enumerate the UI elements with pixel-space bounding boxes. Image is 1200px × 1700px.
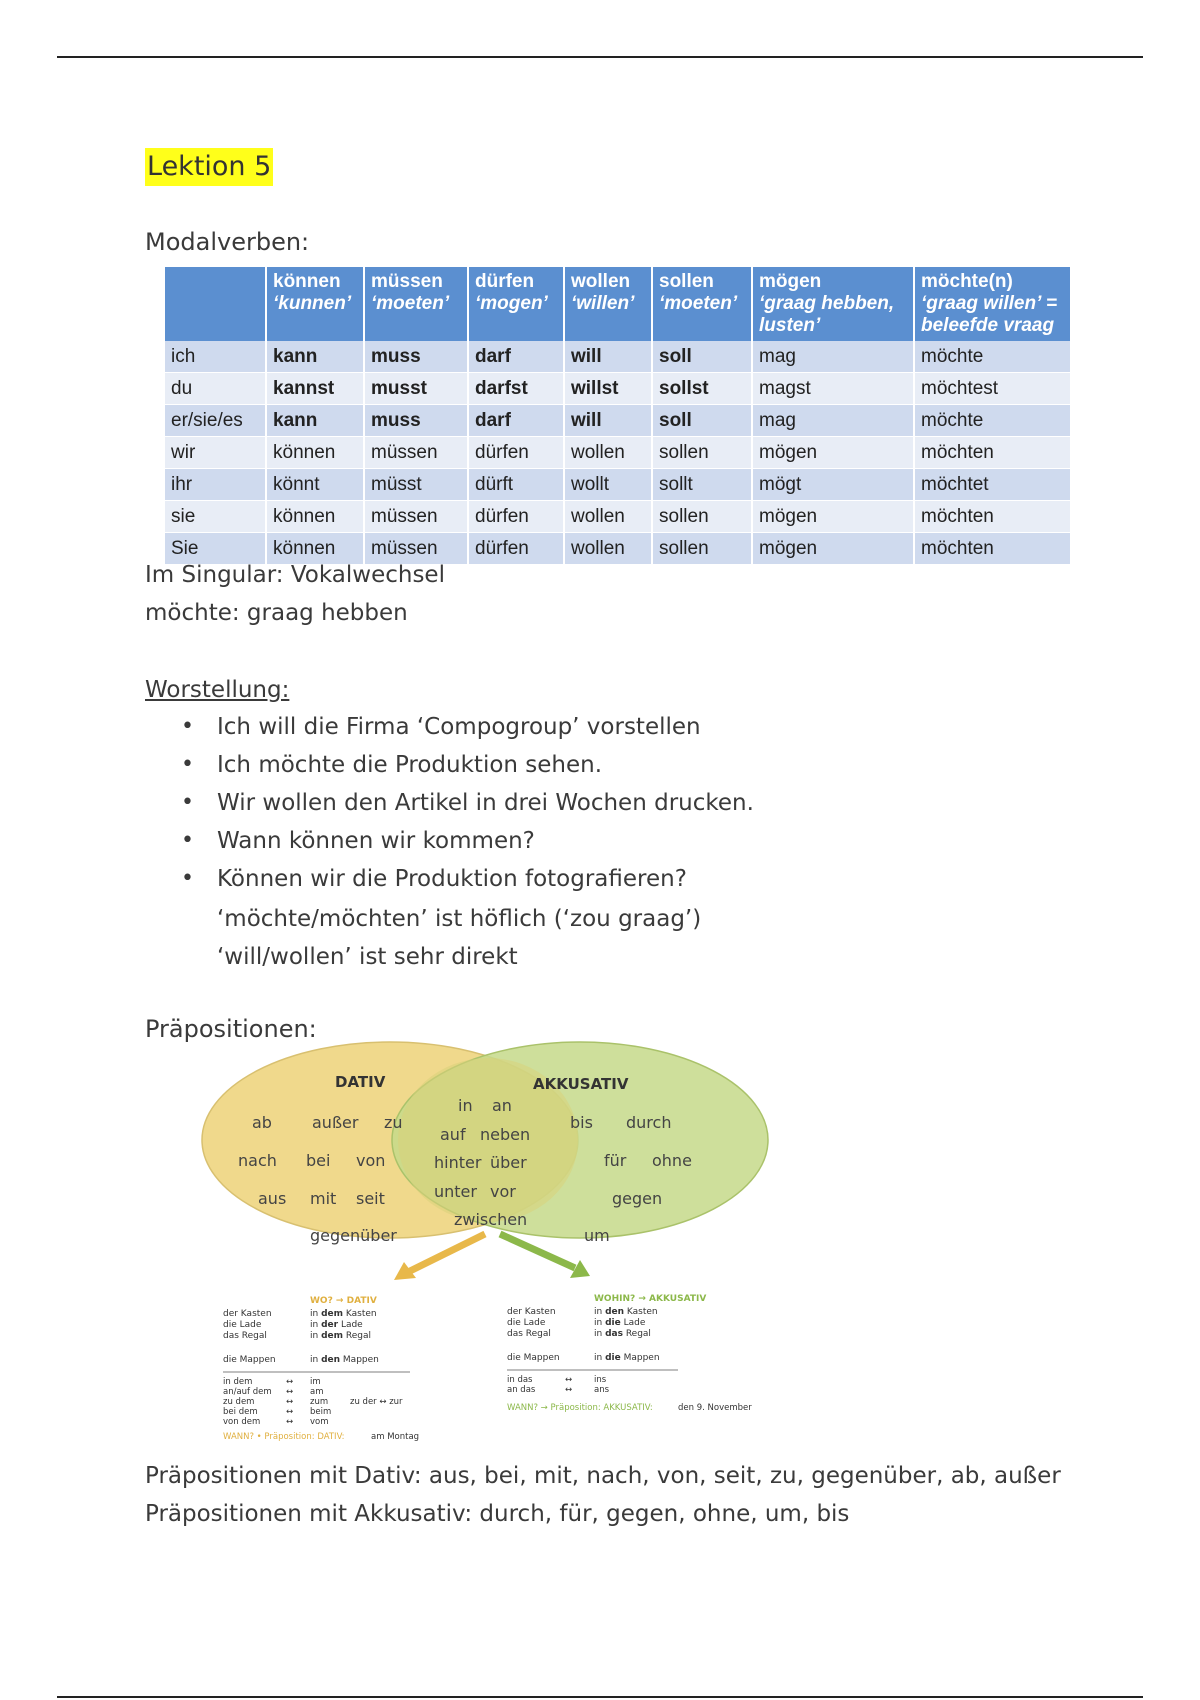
venn-word: außer	[312, 1113, 359, 1132]
wo-row-right: in den Mappen	[310, 1355, 379, 1365]
venn-word: von	[356, 1151, 386, 1170]
contraction-left: in das	[507, 1375, 533, 1385]
table-cell: ihr	[165, 469, 266, 501]
list-item: • Ich möchte die Produktion sehen.	[145, 750, 754, 788]
header-cell: sollen ‘moeten’	[652, 267, 752, 341]
table-cell: könnt	[266, 469, 364, 501]
header-cell: mögen ‘graag hebben, lusten’	[752, 267, 914, 341]
table-cell: muss	[364, 341, 468, 373]
table-cell: er/sie/es	[165, 405, 266, 437]
contraction-left: zu dem	[223, 1397, 255, 1407]
akkusativ-summary: Präpositionen mit Akkusativ: durch, für, gegen, ohne, um, bis	[145, 1501, 850, 1527]
table-cell: können	[266, 501, 364, 533]
venn-word: zu	[384, 1113, 403, 1132]
table-cell: wollen	[564, 437, 652, 469]
wohin-row-left: die Mappen	[507, 1353, 560, 1363]
table-cell: sie	[165, 501, 266, 533]
table-row	[165, 469, 1071, 501]
venn-word: neben	[480, 1125, 531, 1144]
table-cell: darfst	[468, 373, 564, 405]
contraction-arrow-icon: ↔	[565, 1375, 573, 1385]
table-row	[165, 341, 1071, 373]
bottom-rule	[57, 1696, 1143, 1698]
wo-row-left: der Kasten	[223, 1309, 272, 1319]
venn-word: über	[490, 1153, 527, 1172]
table-cell: möchten	[914, 437, 1071, 469]
wohin-row-left: der Kasten	[507, 1307, 556, 1317]
table-cell: musst	[364, 373, 468, 405]
venn-word: auf	[440, 1125, 466, 1144]
list-item: • Wir wollen den Artikel in drei Wochen drucken.	[145, 788, 754, 826]
wo-title: WO? → DATIV	[310, 1296, 377, 1306]
list-item: • Ich will die Firma ‘Compogroup’ vorstellen	[145, 712, 754, 750]
table-cell: wollen	[564, 501, 652, 533]
header-cell: müssen ‘moeten’	[364, 267, 468, 341]
venn-word: aus	[258, 1189, 287, 1208]
table-cell: ich	[165, 341, 266, 373]
table-cell: möchte	[914, 341, 1071, 373]
table-cell: können	[266, 533, 364, 565]
venn-word: hinter	[434, 1153, 482, 1172]
table-cell: will	[564, 341, 652, 373]
contraction-arrow-icon: ↔	[286, 1377, 294, 1387]
singular-note: Im Singular: Vokalwechsel	[145, 562, 445, 588]
table-cell: sollen	[652, 533, 752, 565]
table-row	[165, 501, 1071, 533]
venn-word: durch	[626, 1113, 672, 1132]
akkusativ-label: AKKUSATIV	[533, 1075, 629, 1093]
top-rule	[57, 56, 1143, 58]
table-cell: müssen	[364, 437, 468, 469]
contraction-right: ins	[594, 1375, 607, 1385]
lesson-title: Lektion 5	[145, 148, 273, 186]
wo-row-left: das Regal	[223, 1331, 267, 1341]
dativ-label: DATIV	[335, 1073, 386, 1091]
table-cell: sollst	[652, 373, 752, 405]
table-cell: darf	[468, 405, 564, 437]
table-cell: können	[266, 437, 364, 469]
wo-row-right: in der Lade	[310, 1320, 363, 1330]
contraction-arrow-icon: ↔	[286, 1407, 294, 1417]
table-cell: soll	[652, 341, 752, 373]
table-cell: mögen	[752, 437, 914, 469]
contraction-right: zum	[310, 1397, 329, 1407]
table-cell: du	[165, 373, 266, 405]
moechte-note: möchte: graag hebben	[145, 600, 408, 626]
table-cell: dürfen	[468, 533, 564, 565]
prepositions-heading: Präpositionen:	[145, 1015, 317, 1043]
table-cell: wir	[165, 437, 266, 469]
contraction-right: am	[310, 1387, 324, 1397]
contraction-arrow-icon: ↔	[286, 1397, 294, 1407]
modal-verbs-table	[165, 267, 1072, 565]
table-cell: muss	[364, 405, 468, 437]
venn-word: bis	[570, 1113, 593, 1132]
table-row	[165, 437, 1071, 469]
wohin-row-left: die Lade	[507, 1318, 546, 1328]
dativ-summary: Präpositionen mit Dativ: aus, bei, mit, nach, von, seit, zu, gegenüber, ab, außer	[145, 1463, 1061, 1489]
table-cell: sollen	[652, 437, 752, 469]
table-cell: müssen	[364, 501, 468, 533]
table-row	[165, 373, 1071, 405]
table-cell: kann	[266, 405, 364, 437]
table-cell: willst	[564, 373, 652, 405]
wo-row-left: die Mappen	[223, 1355, 276, 1365]
header-cell: möchte(n) ‘graag willen’ = beleefde vraag	[914, 267, 1071, 341]
word-order-heading: Worstellung:	[145, 677, 290, 703]
contraction-left: bei dem	[223, 1407, 258, 1417]
wohin-row-left: das Regal	[507, 1329, 551, 1339]
contraction-left: an/auf dem	[223, 1387, 272, 1397]
contraction-right: beim	[310, 1407, 332, 1417]
venn-word: vor	[490, 1182, 516, 1201]
wann-dativ-label: WANN? • Präposition: DATIV:	[223, 1432, 345, 1442]
table-cell: mögen	[752, 533, 914, 565]
wann-dativ-example: am Montag	[371, 1432, 420, 1442]
table-cell: mag	[752, 341, 914, 373]
table-cell: kannst	[266, 373, 364, 405]
table-cell: soll	[652, 405, 752, 437]
prepositions-venn-diagram	[190, 1040, 830, 1460]
table-cell: sollt	[652, 469, 752, 501]
contraction-right: vom	[310, 1417, 329, 1427]
venn-word: mit	[310, 1189, 337, 1208]
header-cell: können ‘kunnen’	[266, 267, 364, 341]
table-cell: möchten	[914, 533, 1071, 565]
contraction-left: an das	[507, 1385, 536, 1395]
table-cell: mag	[752, 405, 914, 437]
arrow-to-akkusativ	[500, 1234, 575, 1268]
table-cell: wollt	[564, 469, 652, 501]
wann-akk-example: den 9. November	[678, 1403, 752, 1413]
contraction-left: in dem	[223, 1377, 253, 1387]
contraction-left: von dem	[223, 1417, 261, 1427]
contraction-arrow-icon: ↔	[565, 1385, 573, 1395]
wohin-row-right: in den Kasten	[594, 1307, 658, 1317]
table-cell: dürfen	[468, 501, 564, 533]
venn-word: in	[458, 1096, 473, 1115]
wohin-row-right: in das Regal	[594, 1329, 651, 1339]
venn-word: um	[584, 1226, 610, 1245]
venn-word: seit	[356, 1189, 385, 1208]
table-cell: möchte	[914, 405, 1071, 437]
header-cell	[165, 267, 266, 341]
table-cell: dürft	[468, 469, 564, 501]
wohin-title: WOHIN? → AKKUSATIV	[594, 1294, 707, 1304]
list-item: • Können wir die Produktion fotografieren?	[145, 864, 754, 902]
table-cell: Sie	[165, 533, 266, 565]
venn-word: unter	[434, 1182, 477, 1201]
venn-word: gegen	[612, 1189, 663, 1208]
venn-word: ab	[252, 1113, 272, 1132]
contraction-right: ans	[594, 1385, 610, 1395]
contraction-right: im	[310, 1377, 321, 1387]
table-cell: wollen	[564, 533, 652, 565]
table-cell: dürfen	[468, 437, 564, 469]
venn-word: gegenüber	[310, 1226, 397, 1245]
table-cell: müsst	[364, 469, 468, 501]
venn-word: ohne	[652, 1151, 692, 1170]
direct-note: ‘will/wollen’ ist sehr direkt	[217, 944, 518, 970]
venn-word: für	[604, 1151, 627, 1170]
wann-akk-label: WANN? → Präposition: AKKUSATIV:	[507, 1403, 653, 1413]
venn-word: bei	[306, 1151, 331, 1170]
venn-word: nach	[238, 1151, 277, 1170]
wo-row-right: in dem Regal	[310, 1331, 371, 1341]
table-row	[165, 405, 1071, 437]
table-header-row	[165, 267, 1071, 341]
contraction-arrow-icon: ↔	[286, 1387, 294, 1397]
table-cell: kann	[266, 341, 364, 373]
contraction-arrow-icon: ↔	[286, 1417, 294, 1427]
table-cell: möchten	[914, 501, 1071, 533]
table-cell: magst	[752, 373, 914, 405]
wo-row-left: die Lade	[223, 1320, 262, 1330]
header-cell: wollen ‘willen’	[564, 267, 652, 341]
list-item: • Wann können wir kommen?	[145, 826, 754, 864]
table-cell: mögen	[752, 501, 914, 533]
zu-der-contraction: zu der ↔ zur	[350, 1397, 403, 1407]
table-cell: sollen	[652, 501, 752, 533]
arrow-to-dativ	[408, 1234, 485, 1272]
header-cell: dürfen ‘mogen’	[468, 267, 564, 341]
wo-row-right: in dem Kasten	[310, 1309, 377, 1319]
venn-word: an	[492, 1096, 512, 1115]
modal-verbs-heading: Modalverben:	[145, 228, 310, 256]
table-cell: darf	[468, 341, 564, 373]
table-cell: möchtest	[914, 373, 1071, 405]
politeness-note: ‘möchte/möchten’ ist höflich (‘zou graag’)	[217, 906, 702, 932]
wohin-row-right: in die Mappen	[594, 1353, 660, 1363]
table-cell: müssen	[364, 533, 468, 565]
word-order-list	[145, 712, 754, 902]
venn-word: zwischen	[454, 1210, 528, 1229]
wohin-row-right: in die Lade	[594, 1318, 646, 1328]
table-cell: möchtet	[914, 469, 1071, 501]
table-cell: mögt	[752, 469, 914, 501]
table-cell: will	[564, 405, 652, 437]
